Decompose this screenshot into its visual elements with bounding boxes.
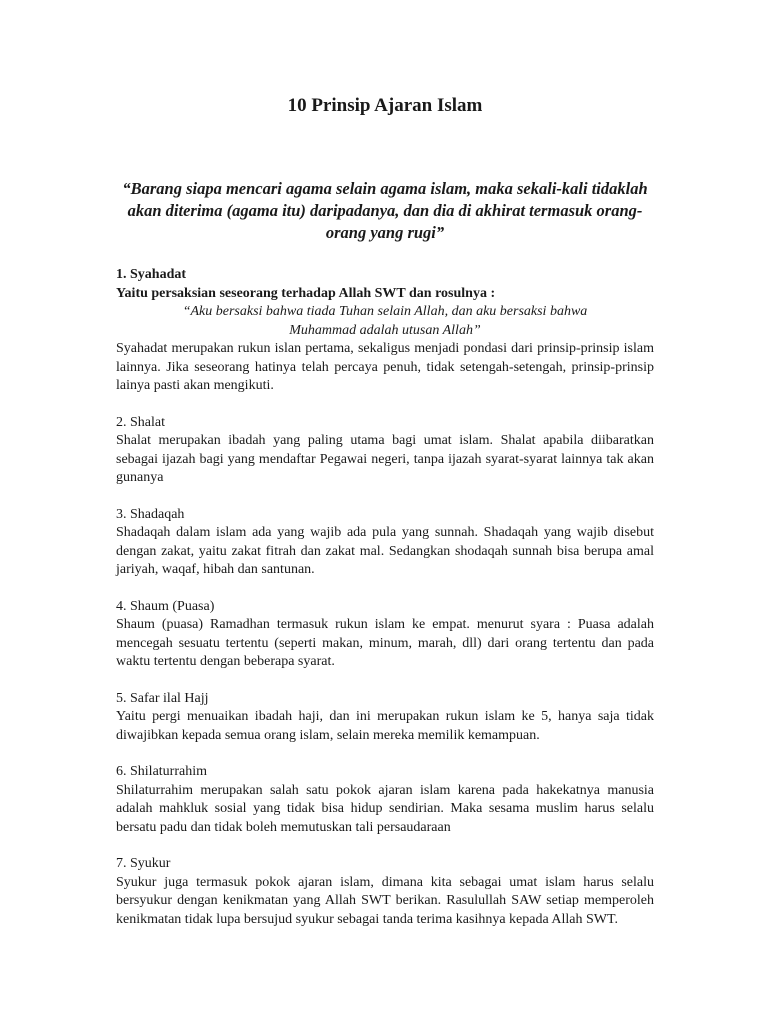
section-body: Syahadat merupakan rukun islan pertama, sekaligus menjadi pondasi dari prinsip-prinsip islam lainnya. Jika seseorang hatinya telah percaya penuh, tidak setengah-setengah, prinsip-prinsip lainya pasti akan mengikuti. <box>116 341 654 393</box>
section-body: Shilaturrahim merupakan salah satu pokok ajaran islam karena pada hakekatnya manusia adalah mahkluk sosial yang tidak bisa hidup sendirian. Maka sesama muslim harus selalu bersatu padu dan tidak boleh memutuskan tali persaudaraan <box>116 782 654 835</box>
document-content <box>116 266 654 947</box>
section-heading: 1. Syahadat <box>116 267 187 282</box>
document-page <box>116 0 654 1024</box>
section-quote: “Aku bersaksi bahwa tiada Tuhan selain Allah, dan aku bersaksi bahwa Muhammad adalah utusan Allah” <box>182 304 588 338</box>
section-shaum <box>116 598 654 672</box>
section-safar-ilal-hajj <box>116 690 654 746</box>
section-heading: 4. Shaum (Puasa) <box>116 598 215 614</box>
section-heading: 5. Safar ilal Hajj <box>116 690 209 706</box>
section-subheading: Yaitu persaksian seseorang terhadap Allah SWT dan rosulnya : <box>116 285 496 301</box>
section-body: Shaum (puasa) Ramadhan termasuk rukun islam ke empat. menurut syara : Puasa adalah mencegah sesuatu tertentu (seperti makan, minum, marah, dll) dari orang tertentu dan pada waktu tertentu dengan beberapa syarat. <box>116 617 654 669</box>
section-body: Syukur juga termasuk pokok ajaran islam, dimana kita sebagai umat islam harus selalu bersyukur dengan kenikmatan yang Allah SWT berikan. Rasulullah SAW setiap memperoleh kenikmatan tidak lupa bersujud syukur sebagai tanda terima kasihnya kepada Allah SWT. <box>116 874 654 927</box>
section-body: Shadaqah dalam islam ada yang wajib ada pula yang sunnah. Shadaqah yang wajib disebut dengan zakat, yaitu zakat fitrah dan zakat mal. Sedangkan shodaqah sunnah bisa berupa amal jariyah, waqaf, hibah dan santunan. <box>116 525 654 577</box>
section-heading: 6. Shilaturrahim <box>116 764 207 779</box>
section-syahadat <box>116 266 654 396</box>
page-title: 10 Prinsip Ajaran Islam <box>287 95 483 116</box>
section-heading: 7. Syukur <box>116 856 171 871</box>
section-body: Yaitu pergi menuaikan ibadah haji, dan ini merupakan rukun islam ke 5, hanya saja tidak diwajibkan kepada semua orang islam, selain mereka memilik kemampuan. <box>116 709 654 743</box>
section-shalat <box>116 414 654 488</box>
section-shadaqah <box>116 506 654 580</box>
section-heading: 2. Shalat <box>116 414 165 430</box>
section-syukur <box>116 855 654 929</box>
intro-quote: “Barang siapa mencari agama selain agama islam, maka sekali-kali tidaklah akan diterima (agama itu) daripadanya, dan dia di akhirat termasuk orang-orang yang rugi” <box>122 179 648 242</box>
section-heading: 3. Shadaqah <box>116 506 185 522</box>
section-shilaturrahim <box>116 763 654 837</box>
section-body: Shalat merupakan ibadah yang paling utama bagi umat islam. Shalat apabila diibaratkan sebagai ijazah bagi yang mendaftar Pegawai negeri, tanpa ijazah syarat-syarat lainnya tak akan gunanya <box>116 433 654 485</box>
